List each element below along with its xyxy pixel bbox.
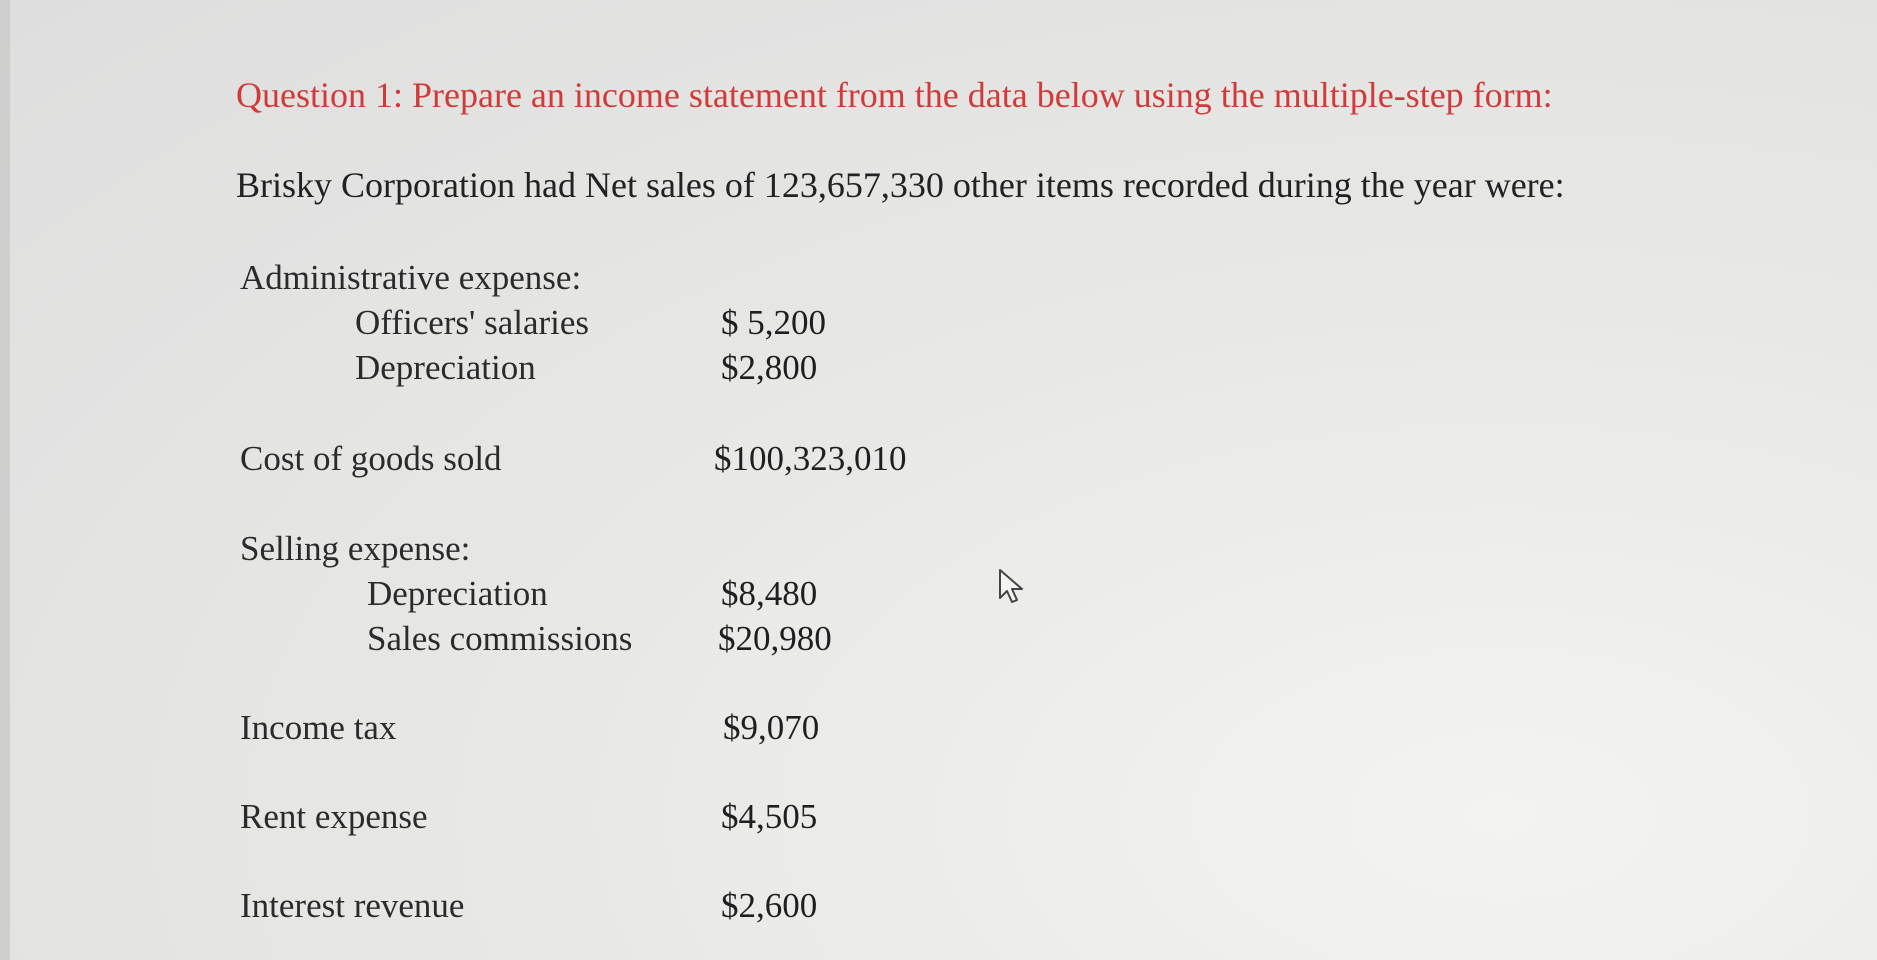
selling-depreciation-label: Depreciation [367,574,548,613]
sales-commissions-label: Sales commissions [367,619,633,658]
intro-text: Brisky Corporation had Net sales of 123,657,330 other items recorded during the year were: [236,165,1565,205]
mouse-pointer-icon [996,566,1036,606]
administrative-heading: Administrative expense: [240,258,582,297]
question-heading: Question 1: Prepare an income statement from the data below using the multiple-step form: [236,75,1553,115]
income-tax-label: Income tax [240,708,397,747]
sales-commissions-value: $20,980 [718,619,832,658]
interest-revenue-label: Interest revenue [240,886,465,925]
selling-heading: Selling expense: [240,529,471,568]
selling-depreciation-value: $8,480 [721,574,818,613]
officers-salaries-label: Officers' salaries [355,303,590,342]
cogs-value: $100,323,010 [714,439,907,478]
cogs-label: Cost of goods sold [240,439,502,478]
rent-expense-value: $4,505 [721,797,818,836]
income-tax-value: $9,070 [723,708,820,747]
admin-depreciation-value: $2,800 [721,348,818,387]
rent-expense-label: Rent expense [240,797,428,836]
officers-salaries-value: $ 5,200 [721,303,826,342]
admin-depreciation-label: Depreciation [355,348,536,387]
screen-bezel [0,0,10,960]
interest-revenue-value: $2,600 [721,886,818,925]
